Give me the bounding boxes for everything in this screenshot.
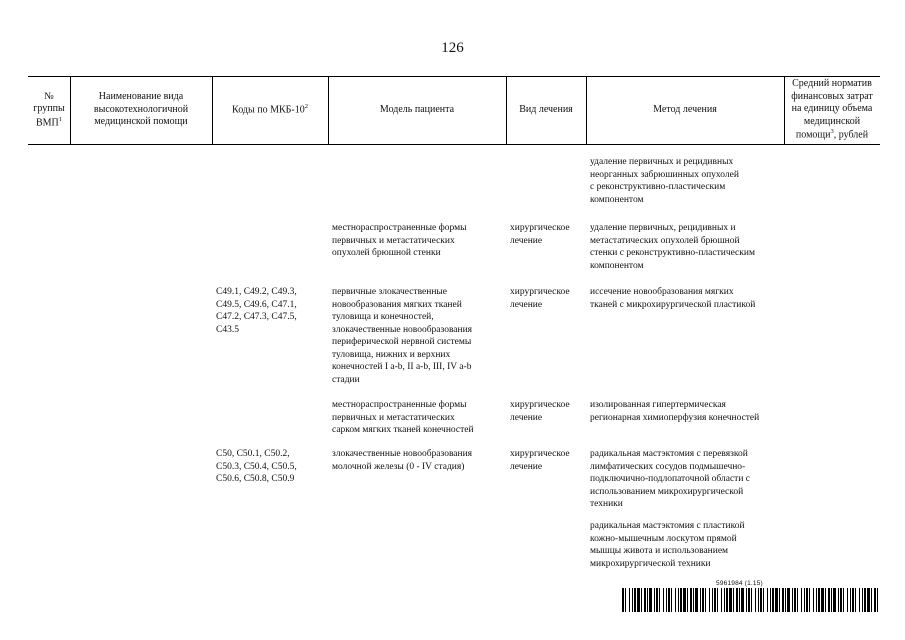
icd-codes-cell: C50, C50.1, C50.2, C50.3, C50.4, C50.5, C50.6, C50.8, C50.9 [216,449,297,485]
header-text: Метод лечения [653,103,717,115]
treatment-type-cell: хирургическое лечение [510,223,570,246]
header-text: Средний норматив [792,78,872,90]
footnote-mark: 1 [58,115,63,123]
header-financial-norm [784,76,880,144]
treatment-type-cell: хирургическое лечение [510,287,570,310]
barcode-label: 5961984 (1.15) [716,580,763,587]
icd-codes-cell: C49.1, C49.2, C49.3, C49.5, C49.6, C47.1, C47.2, C47.3, C47.5, C43.5 [216,287,297,335]
header-text: Коды по МКБ-10 [232,104,305,116]
footnote-mark: 3 [830,128,834,136]
header-text: помощи [795,129,831,141]
patient-model-cell: местнораспространенные формы первичных и метастатических сарком мягких тканей конечностей [332,400,474,436]
method-cell: радикальная мастэктомия с перевязкой лимфатических сосудов подмышечно- подключично-подлопаточной области с использованием микрохирургической техники [590,449,751,510]
header-text: медицинской [803,115,861,127]
method-cell: иссечение новообразования мягких тканей с микрохирургической пластикой [590,287,756,310]
method-cell: изолированная гипертермическая регионарная химиоперфузия конечностей [590,400,760,423]
header-treatment-type [506,76,586,144]
header-icd-codes [212,76,328,144]
treatment-type-cell: хирургическое лечение [510,449,570,472]
header-text: высокотехнологичной [93,103,189,115]
barcode [622,588,880,612]
method-cell: радикальная мастэктомия с пластикой кожно-мышечным лоскутом прямой мышцы живота и использованием микрохирургической техники [590,521,745,569]
table-header-rule [28,144,880,145]
header-text: на единицу объема [791,103,873,115]
header-text: финансовых затрат [791,90,873,102]
header-text: , рублей [833,129,869,141]
patient-model-cell: местнораспространенные формы первичных и метастатических опухолей брюшной стенки [332,223,467,259]
header-treatment-method [586,76,784,144]
header-group-number [28,76,70,144]
header-text: Наименование вида [98,91,184,103]
header-patient-model [328,76,506,144]
footnote-mark: 2 [304,103,308,111]
method-cell: удаление первичных и рецидивных неорганных забрюшинных опухолей с реконструктивно-пластическим компонентом [590,157,739,205]
header-text: ВМП [35,116,59,128]
header-care-type [70,76,212,144]
header-text: группы [33,103,65,115]
patient-model-cell: злокачественные новообразования молочной железы (0 - IV стадия) [332,449,473,472]
page-number: 126 [441,40,464,56]
header-text: Вид лечения [519,103,573,115]
header-text: № [44,90,54,102]
method-cell: удаление первичных, рецидивных и метастатических опухолей брюшной стенки с реконструктивно-пластическим компонентом [590,223,755,271]
header-text: Модель пациента [379,103,455,115]
treatment-type-cell: хирургическое лечение [510,400,570,423]
patient-model-cell: первичные злокачественные новообразования мягких тканей туловища и конечностей, злокачественные новообразования периферической нервной системы туловища, нижних и верхних конечностей I a-b, II a-b, III, IV a-b стадии [332,287,473,385]
header-text: медицинской помощи [94,116,188,128]
